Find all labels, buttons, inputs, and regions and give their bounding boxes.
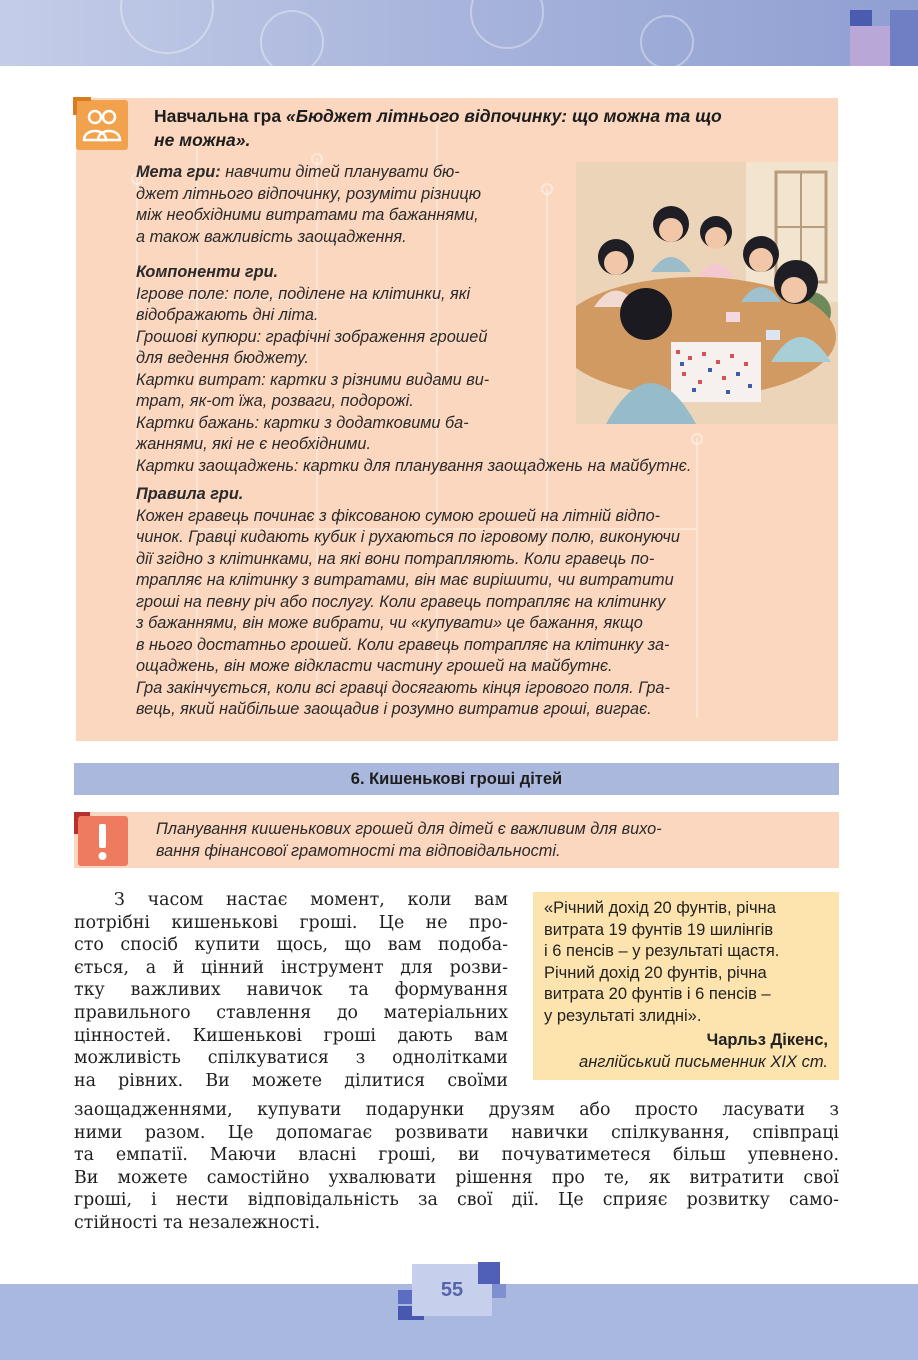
quote-line: витрата 20 фунтів і 6 пенсів – (544, 985, 771, 1004)
quote-line: і 6 пенсів – у результаті щастя. (544, 942, 780, 961)
rules-line: в нього достатньо грошей. Коли гравець потрапляє на клітинку за- (136, 635, 670, 654)
notice-text (156, 818, 806, 862)
game-goal (136, 162, 556, 248)
quote-text (544, 898, 834, 1028)
body-paragraph-wide (74, 1099, 839, 1235)
component-line: Картки бажань: картки з додатковими ба- (136, 413, 469, 432)
notice-line: вання фінансової грамотності та відповідальності. (156, 842, 561, 860)
game-components (136, 262, 692, 477)
game-title (154, 104, 814, 152)
body-line: на рівних. Ви можете ділитися своїми (74, 1070, 508, 1091)
goal-line: джет літнього відпочинку, розуміти різницю (136, 184, 481, 203)
component-line: Картки заощаджень: картки для планування заощаджень на майбутнє. (136, 456, 692, 475)
body-line: гроші, і нести відповідальність за свої дії. Це сприяє розвитку само- (74, 1190, 839, 1211)
component-line: відображають дні літа. (136, 306, 319, 324)
rules-line: гроші на певну річ або послугу. Коли гравець потрапляє на клітинку (136, 592, 666, 611)
body-line: правильного ставлення до матеріальних (74, 1002, 508, 1023)
game-title-line2: не можна». (154, 130, 251, 150)
quote-line: «Річний дохід 20 фунтів, річна (544, 899, 776, 917)
group-people-icon (76, 100, 128, 150)
quote-line: витрата 19 фунтів 19 шилінгів (544, 920, 774, 939)
quote-line: у результаті злидні». (544, 1006, 702, 1025)
quote-author-name: Чарльз Дікенс, (706, 1031, 828, 1049)
game-title-plain: Навчальна гра (154, 106, 286, 126)
body-line: ними разом. Це допомагає розвивати навички спілкування, співпраці (74, 1122, 839, 1143)
rules-label: Правила гри. (136, 485, 244, 503)
goal-line: між необхідними витратами та бажаннями, (136, 206, 479, 224)
header-band (0, 0, 918, 66)
notice-line: Планування кишенькових грошей для дітей є важливим для вихо- (156, 820, 662, 838)
component-line: для ведення бюджету. (136, 349, 309, 367)
body-line: З часом настає момент, коли вам (114, 890, 508, 910)
body-line: цінностей. Кишенькові гроші дають вам (74, 1025, 508, 1046)
component-line: Картки витрат: картки з різними видами ви- (136, 370, 490, 389)
rules-line: трапляє на клітинку з витратами, він має вирішити, чи витратити (136, 571, 674, 589)
body-line: ється, а й цінний інструмент для розви- (74, 957, 508, 978)
body-line: заощадженнями, купувати подарунки друзям або просто ласувати з (74, 1100, 839, 1120)
section-heading: 6. Кишенькові гроші дітей (74, 763, 839, 795)
components-label: Компоненти гри. (136, 263, 279, 281)
component-line: трат, як-от їжа, розваги, подорожі. (136, 392, 414, 410)
body-line: та емпатії. Маючи власні гроші, ви почуватиметеся більш упевнено. (74, 1145, 839, 1166)
quote-author-desc: англійський письменник XIX ст. (579, 1052, 828, 1071)
body-line: тку важливих навичок та формування (74, 980, 508, 1001)
rules-line: дії згідно з клітинками, на які вони потрапляють. Коли гравець по- (136, 549, 655, 568)
rules-line: Гра закінчується, коли всі гравці досягають кінця ігрового поля. Гра- (136, 678, 670, 697)
rules-line: ощаджень, він може відкласти частину грошей на майбутнє. (136, 657, 613, 675)
game-title-italic: «Бюджет літнього відпочинку: що можна та що (285, 106, 722, 126)
game-rules (136, 484, 798, 721)
body-line: можливість спілкуватися з однолітками (74, 1048, 508, 1069)
rules-line: вець, який найбільше заощадив і розумно витратив гроші, виграє. (136, 700, 652, 718)
rules-line: Кожен гравець починає з фіксованою сумою грошей на літній відпо- (136, 506, 661, 525)
exclamation-icon (74, 812, 130, 868)
body-line: сто спосіб купити щось, що вам подоба- (74, 935, 508, 956)
children-board-game-illustration (576, 162, 838, 424)
goal-line: а також важливість заощадження. (136, 227, 407, 246)
page-number: 55 (440, 1279, 464, 1301)
body-line: Ви можете самостійно ухвалювати рішення про те, як витратити свої (74, 1167, 839, 1188)
component-line: Ігрове поле: поле, поділене на клітинки, які (136, 284, 471, 303)
body-line: стійності та незалежності. (74, 1212, 321, 1233)
rules-line: з бажаннями, він може вибрати, чи «купувати» це бажання, якщо (136, 614, 643, 632)
footer-decor-square (492, 1284, 506, 1298)
quote-author (544, 1030, 828, 1073)
goal-label: Мета гри: (136, 163, 221, 181)
rules-line: чинок. Гравці кидають кубик і рухаються по ігровому полю, виконуючи (136, 528, 680, 546)
body-paragraph-narrow (74, 889, 508, 1092)
quote-line: Річний дохід 20 фунтів, річна (544, 963, 767, 982)
component-line: Грошові купюри: графічні зображення грошей (136, 327, 488, 346)
component-line: жаннями, які не є необхідними. (136, 435, 371, 453)
body-line: потрібні кишенькові гроші. Це не про- (74, 912, 508, 933)
goal-line: навчити дітей планувати бю- (220, 163, 460, 181)
